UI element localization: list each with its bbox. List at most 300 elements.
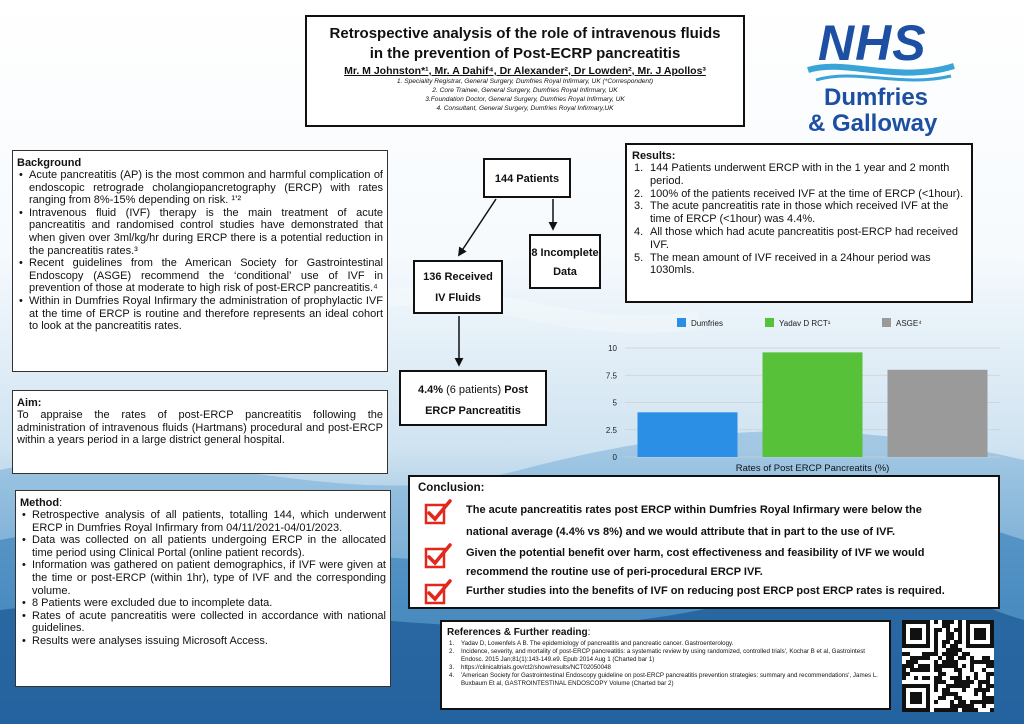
nhs-dumfries-galloway-logo — [800, 14, 960, 139]
qr-module — [966, 684, 970, 688]
conclusion-1-line-1: The acute pancreatitis rates post ERCP within Dumfries Royal Infirmary were below the — [466, 504, 922, 516]
qr-module — [954, 676, 958, 680]
qr-module — [954, 684, 958, 688]
qr-module — [934, 684, 938, 688]
result-number-5: 5. — [634, 251, 644, 264]
qr-module — [942, 692, 946, 696]
qr-module — [958, 704, 962, 708]
legend-swatch-2 — [765, 318, 774, 327]
qr-module — [918, 664, 922, 668]
qr-module — [982, 696, 986, 700]
flow-outcome-percent: 4.4% — [417, 384, 444, 396]
qr-module — [942, 620, 946, 624]
result-item-3 — [632, 200, 966, 226]
qr-module — [966, 708, 970, 712]
qr-module — [954, 708, 958, 712]
qr-module — [950, 676, 954, 680]
poster-title-line-2: in the prevention of Post-ECRP pancreatitis — [369, 45, 681, 62]
qr-module — [958, 648, 962, 652]
qr-module — [970, 656, 974, 660]
references-heading-colon: : — [587, 627, 591, 638]
x-axis-label: Rates of Post ERCP Pancreatits (%) — [735, 463, 890, 474]
qr-module — [978, 700, 982, 704]
qr-module — [974, 692, 978, 696]
reference-item-2 — [447, 648, 884, 664]
qr-module — [954, 628, 958, 632]
qr-module — [922, 664, 926, 668]
results-heading: Results: — [632, 150, 676, 162]
affiliation-2: 2. Core Trainee, General Surgery, Dumfries Royal Infirmary, UK — [432, 87, 618, 94]
qr-module — [934, 636, 938, 640]
reference-text-2: Incidence, severity, and mortality of post-ERCP pancreatitis: a systematic review by using randomized, controlled trials', Kochar B et al, Gastrointest Endosc. 2015 Jan;81(1):143-149.e9. Epub 2014 Aug 1 (Charted bar 1) — [461, 648, 866, 663]
red-checkbox-icon — [424, 579, 454, 605]
qr-module — [934, 628, 938, 632]
flow-received-line-1: 136 Received — [423, 271, 493, 283]
qr-module — [970, 700, 974, 704]
logo-board-name-line-2: & Galloway — [808, 110, 938, 137]
qr-module — [906, 660, 910, 664]
legend-label-1: Dumfries — [691, 319, 724, 328]
qr-module — [974, 660, 978, 664]
qr-module — [962, 684, 966, 688]
qr-module — [950, 660, 954, 664]
qr-module — [946, 656, 950, 660]
background-heading: Background — [17, 157, 82, 169]
qr-module — [974, 672, 978, 676]
qr-module — [910, 660, 914, 664]
result-text-1: 144 Patients underwent ERCP with in the 1 year and 2 month period. — [650, 162, 950, 187]
background-bullet-2: • Intravenous fluid (IVF) therapy is the main treatment of acute pancreatitis and randomised control studies have demonstrated that when given over 3ml/kg/hr during ERCP there is a potential reduction in the pancreatitis rates.³ — [17, 207, 383, 257]
qr-module — [962, 704, 966, 708]
result-item-2 — [632, 188, 966, 201]
qr-module — [950, 692, 954, 696]
qr-module — [922, 668, 926, 672]
qr-module — [938, 680, 942, 684]
qr-module — [942, 672, 946, 676]
qr-module — [946, 624, 950, 628]
qr-module — [950, 644, 954, 648]
result-number-3: 3. — [634, 200, 644, 213]
qr-module — [938, 696, 942, 700]
qr-module — [958, 684, 962, 688]
qr-module — [934, 660, 938, 664]
flow-outcome-patients: (6 patients) — [446, 384, 502, 396]
conclusion-heading: Conclusion: — [418, 482, 485, 494]
qr-code-icon[interactable] — [902, 620, 994, 712]
qr-module — [946, 688, 950, 692]
flow-incomplete-line-1: 8 Incomplete — [531, 247, 599, 259]
qr-module — [966, 680, 970, 684]
bar-3 — [888, 370, 988, 457]
qr-module — [954, 696, 958, 700]
qr-module — [970, 664, 974, 668]
conclusion-2-line-1: Given the potential benefit over harm, cost effectiveness and feasibility of IVF we would — [466, 547, 925, 559]
qr-module — [934, 688, 938, 692]
conclusion-2-line-2: recommend the routine use of peri-procedural ERCP IVF. — [466, 566, 763, 578]
qr-module — [910, 656, 914, 660]
qr-module — [946, 620, 950, 624]
reference-number-2: 2. — [449, 648, 455, 655]
qr-module — [958, 620, 962, 624]
qr-module — [958, 668, 962, 672]
qr-module — [934, 644, 938, 648]
y-tick-label: 7.5 — [605, 371, 617, 381]
bar-1 — [638, 412, 738, 457]
qr-module — [990, 684, 994, 688]
qr-module — [978, 660, 982, 664]
qr-module — [982, 688, 986, 692]
qr-module — [942, 708, 946, 712]
qr-module — [982, 656, 986, 660]
qr-module — [974, 688, 978, 692]
qr-module — [926, 676, 930, 680]
qr-module — [930, 652, 934, 656]
qr-module — [926, 656, 930, 660]
qr-module — [978, 688, 982, 692]
qr-module — [922, 652, 926, 656]
qr-module — [986, 684, 990, 688]
results-panel — [625, 143, 973, 303]
qr-module — [986, 688, 990, 692]
qr-module — [958, 636, 962, 640]
qr-module — [982, 668, 986, 672]
legend-label-3: ASGE⁴ — [896, 319, 922, 328]
qr-module — [902, 676, 906, 680]
qr-module — [934, 668, 938, 672]
references-list — [447, 640, 884, 688]
conclusion-item-1 — [424, 499, 989, 543]
qr-module — [982, 660, 986, 664]
qr-module — [906, 672, 910, 676]
result-text-3: The acute pancreatitis rate in those which received IVF at the time of ERCP (<1hour) was 4.4%. — [650, 200, 949, 226]
aim-heading: Aim: — [17, 397, 42, 409]
qr-module — [950, 652, 954, 656]
flow-outcome-line-1 — [401, 380, 545, 401]
qr-module — [942, 680, 946, 684]
method-heading-text: Method — [20, 497, 60, 509]
qr-module — [986, 664, 990, 668]
references-heading — [447, 627, 884, 638]
qr-module — [910, 668, 914, 672]
qr-module — [982, 692, 986, 696]
reference-item-1 — [447, 640, 884, 648]
qr-module — [942, 688, 946, 692]
result-text-4: All those which had acute pancreatitis post-ERCP had received IVF. — [650, 225, 958, 251]
qr-module — [922, 656, 926, 660]
method-list — [20, 509, 386, 648]
qr-module — [954, 704, 958, 708]
qr-module — [954, 668, 958, 672]
qr-module — [934, 708, 938, 712]
background-bullet-1: • Acute pancreatitis (AP) is the most common and harmful complication of endoscopic retrograde cholangiopancretography (ERCP) with rates ranging from 8%-15% depending on risk. ¹’² — [17, 169, 383, 207]
references-heading-text: References & Further reading — [447, 627, 588, 638]
background-list — [17, 169, 383, 333]
qr-module — [962, 652, 966, 656]
qr-module — [950, 648, 954, 652]
qr-module — [962, 700, 966, 704]
qr-module — [990, 672, 994, 676]
qr-module — [950, 664, 954, 668]
qr-module — [934, 640, 938, 644]
qr-module — [962, 656, 966, 660]
qr-module — [974, 628, 986, 640]
aim-panel — [12, 390, 388, 474]
qr-module — [938, 656, 942, 660]
qr-module — [958, 676, 962, 680]
qr-module — [950, 684, 954, 688]
qr-module — [946, 648, 950, 652]
qr-module — [986, 680, 990, 684]
qr-module — [918, 656, 922, 660]
legend-swatch-1 — [677, 318, 686, 327]
qr-module — [926, 668, 930, 672]
qr-module — [938, 668, 942, 672]
qr-module — [946, 684, 950, 688]
qr-module — [946, 660, 950, 664]
conclusion-panel — [408, 475, 1000, 609]
legend-label-2: Yadav D RCT¹ — [779, 319, 831, 328]
qr-module — [958, 640, 962, 644]
qr-module — [990, 708, 994, 712]
qr-module — [966, 704, 970, 708]
reference-number-1: 1. — [449, 640, 455, 647]
logo-board-name-line-1: Dumfries — [824, 84, 929, 111]
qr-module — [926, 664, 930, 668]
background-panel — [12, 150, 388, 372]
qr-module — [954, 680, 958, 684]
flow-received-iv-fluids — [413, 260, 503, 314]
legend-swatch-3 — [882, 318, 891, 327]
qr-module — [954, 644, 958, 648]
qr-module — [958, 696, 962, 700]
result-number-1: 1. — [634, 162, 644, 174]
qr-module — [946, 664, 950, 668]
reference-number-3: 3. — [449, 664, 455, 671]
qr-module — [950, 636, 954, 640]
qr-module — [938, 708, 942, 712]
affiliation-4: 4. Consultant, General Surgery, Dumfries Royal Infirmary,UK — [436, 105, 614, 112]
qr-module — [942, 652, 946, 656]
aim-text: To appraise the rates of post-ERCP pancreatitis following the administration of intravenous fluids (Hartmans) procedural and post-ERCP within a years period in a large district general hospital. — [17, 409, 383, 447]
qr-module — [906, 652, 910, 656]
qr-module — [990, 664, 994, 668]
flow-outcome-post: Post — [504, 384, 529, 396]
qr-module — [954, 640, 958, 644]
y-tick-label: 2.5 — [605, 425, 617, 435]
result-item-5 — [632, 252, 966, 278]
reference-text-4: 'American Society for Gastrointestinal Endoscopy guideline on post-ERCP pancreatitis prevention strategies: summary and recommendations', James L. Buxbaum Et al, GASTROINTESTINAL ENDOSCOPY Volume (Charted bar 2) — [461, 672, 879, 687]
qr-module — [958, 700, 962, 704]
y-tick-label: 10 — [608, 344, 617, 353]
qr-module — [942, 640, 946, 644]
qr-module — [914, 660, 918, 664]
qr-module — [986, 672, 990, 676]
qr-module — [914, 668, 918, 672]
reference-text-1: Yadav D, Lowenfels A B. The epidemiology of pancreatitis and pancreatic cancer. Gastroenterology. — [461, 640, 734, 647]
poster-title-line-1: Retrospective analysis of the role of intravenous fluids — [329, 25, 721, 42]
flow-received-line-2: IV Fluids — [435, 292, 481, 304]
qr-module — [910, 664, 914, 668]
result-text-2: 100% of the patients received IVF at the time of ERCP (<1hour). — [650, 187, 964, 200]
affiliation-1: 1. Speciality Registrar, General Surgery, Dumfries Royal Infirmary, UK (*Correspondent) — [396, 78, 654, 85]
method-heading-colon: : — [59, 497, 63, 509]
qr-module — [938, 672, 942, 676]
qr-module — [954, 664, 958, 668]
qr-module — [922, 676, 926, 680]
qr-module — [938, 676, 942, 680]
result-item-1 — [632, 162, 966, 188]
qr-module — [934, 700, 938, 704]
background-bullet-3: • Recent guidelines from the American Society for Gastrointestinal Endoscopy (ASGE) recommend the ‘conditional’ use of IVF in prevention of those at moderate to high risk of post-ERCP pancreatitis.⁴ — [17, 257, 383, 295]
qr-module — [954, 652, 958, 656]
qr-module — [934, 680, 938, 684]
qr-module — [986, 700, 990, 704]
qr-module — [966, 652, 970, 656]
qr-module — [958, 680, 962, 684]
method-bullet-3: • Information was gathered on patient demographics, if IVF were given at the time or post-ERCP (within 1hr), type of IVF and the corresponding volume. — [20, 559, 386, 597]
conclusion-item-2 — [424, 543, 989, 583]
qr-module — [946, 632, 950, 636]
references-panel — [440, 620, 891, 710]
qr-module — [986, 656, 990, 660]
qr-module — [950, 708, 954, 712]
qr-module — [982, 704, 986, 708]
method-bullet-6: • Results were analyses issuing Microsoft Access. — [20, 635, 386, 648]
qr-module — [946, 692, 950, 696]
method-bullet-1: • Retrospective analysis of all patients, totalling 144, which underwent ERCP in Dumfries Royal Infirmary from 04/11/2021-04/01/2023. — [20, 509, 386, 534]
qr-module — [958, 672, 962, 676]
logo-wave-icon — [806, 58, 956, 84]
results-list — [632, 162, 966, 277]
qr-module — [950, 632, 954, 636]
flow-outcome-line-2: ERCP Pancreatitis — [425, 405, 521, 417]
qr-module — [910, 628, 922, 640]
qr-module — [982, 680, 986, 684]
result-text-5: The mean amount of IVF received in a 24hour period was 1030mls. — [650, 251, 931, 277]
qr-module — [970, 680, 974, 684]
qr-module — [942, 660, 946, 664]
title-panel — [305, 15, 745, 127]
qr-module — [958, 656, 962, 660]
qr-module — [986, 676, 990, 680]
qr-module — [974, 676, 978, 680]
method-bullet-4: • 8 Patients were excluded due to incomplete data. — [20, 597, 386, 610]
qr-module — [966, 676, 970, 680]
qr-module — [970, 708, 974, 712]
y-tick-label: 5 — [612, 398, 617, 408]
qr-module — [946, 708, 950, 712]
qr-module — [950, 620, 954, 624]
qr-module — [958, 632, 962, 636]
qr-module — [990, 700, 994, 704]
qr-module — [946, 628, 950, 632]
qr-module — [942, 664, 946, 668]
qr-module — [926, 652, 930, 656]
qr-module — [934, 648, 938, 652]
reference-item-3 — [447, 664, 884, 672]
conclusion-item-3 — [424, 579, 989, 605]
method-bullet-2: • Data was collected on all patients undergoing ERCP in the allocated time period using Clinical Portal (online patient records). — [20, 534, 386, 559]
qr-module — [934, 632, 938, 636]
qr-module — [950, 704, 954, 708]
result-number-4: 4. — [634, 225, 644, 238]
qr-module — [954, 660, 958, 664]
qr-module — [954, 692, 958, 696]
qr-module — [982, 700, 986, 704]
reference-number-4: 4. — [449, 672, 455, 679]
conclusion-3-line-1: Further studies into the benefits of IVF on reducing post ERCP post ERCP rates is required. — [466, 585, 945, 597]
qr-module — [910, 692, 922, 704]
qr-module — [946, 636, 950, 640]
qr-module — [914, 676, 918, 680]
red-checkbox-icon — [424, 499, 454, 525]
qr-module — [978, 684, 982, 688]
qr-module — [942, 624, 946, 628]
qr-module — [950, 656, 954, 660]
qr-module — [978, 680, 982, 684]
qr-module — [938, 664, 942, 668]
qr-module — [946, 640, 950, 644]
y-tick-label: 0 — [612, 453, 617, 462]
conclusion-1-line-2: national average (4.4% vs 8%) and we would attribute that in part to the use of IVF. — [466, 526, 896, 538]
qr-module — [954, 648, 958, 652]
method-heading — [20, 497, 386, 509]
qr-module — [906, 664, 910, 668]
qr-module — [962, 708, 966, 712]
qr-module — [934, 620, 938, 624]
qr-module — [962, 680, 966, 684]
qr-module — [950, 700, 954, 704]
qr-module — [962, 688, 966, 692]
post-ercp-pancreatitis-bar-chart — [595, 310, 1015, 478]
qr-module — [934, 664, 938, 668]
qr-module — [986, 696, 990, 700]
qr-module — [942, 696, 946, 700]
qr-module — [970, 704, 974, 708]
flow-outcome-pancreatitis — [399, 370, 547, 426]
qr-module — [990, 696, 994, 700]
method-panel — [15, 490, 391, 687]
flow-total-patients: 144 Patients — [483, 158, 571, 198]
qr-module — [902, 652, 906, 656]
reference-text-3: https://clinicaltrials.gov/ct2/show/results/NCT02050048 — [461, 664, 611, 671]
flow-incomplete-line-2: Data — [553, 266, 577, 278]
red-checkbox-icon — [424, 543, 454, 569]
qr-module — [946, 652, 950, 656]
qr-module — [962, 664, 966, 668]
qr-module — [938, 628, 942, 632]
qr-module — [918, 668, 922, 672]
method-bullet-5: • Rates of acute pancreatitis were collected in accordance with national guidelines. — [20, 610, 386, 635]
qr-module — [970, 660, 974, 664]
qr-module — [990, 660, 994, 664]
affiliation-3: 3.Foundation Doctor, General Surgery, Dumfries Royal Infirmary, UK — [425, 96, 625, 103]
reference-item-4 — [447, 672, 884, 688]
author-list: Mr. M Johnston*¹, Mr. A Dahif⁴, Dr Alexander², Dr Lowden², Mr. J Apollos³ — [344, 65, 706, 77]
qr-module — [914, 656, 918, 660]
qr-module — [942, 644, 946, 648]
flow-incomplete-data — [529, 234, 601, 289]
qr-module — [934, 676, 938, 680]
nhs-logo-lettering: NHS — [818, 15, 927, 71]
qr-module — [902, 664, 906, 668]
qr-module — [902, 672, 906, 676]
qr-module — [974, 700, 978, 704]
qr-module — [934, 652, 938, 656]
qr-module — [970, 668, 974, 672]
qr-module — [986, 660, 990, 664]
qr-module — [974, 708, 978, 712]
